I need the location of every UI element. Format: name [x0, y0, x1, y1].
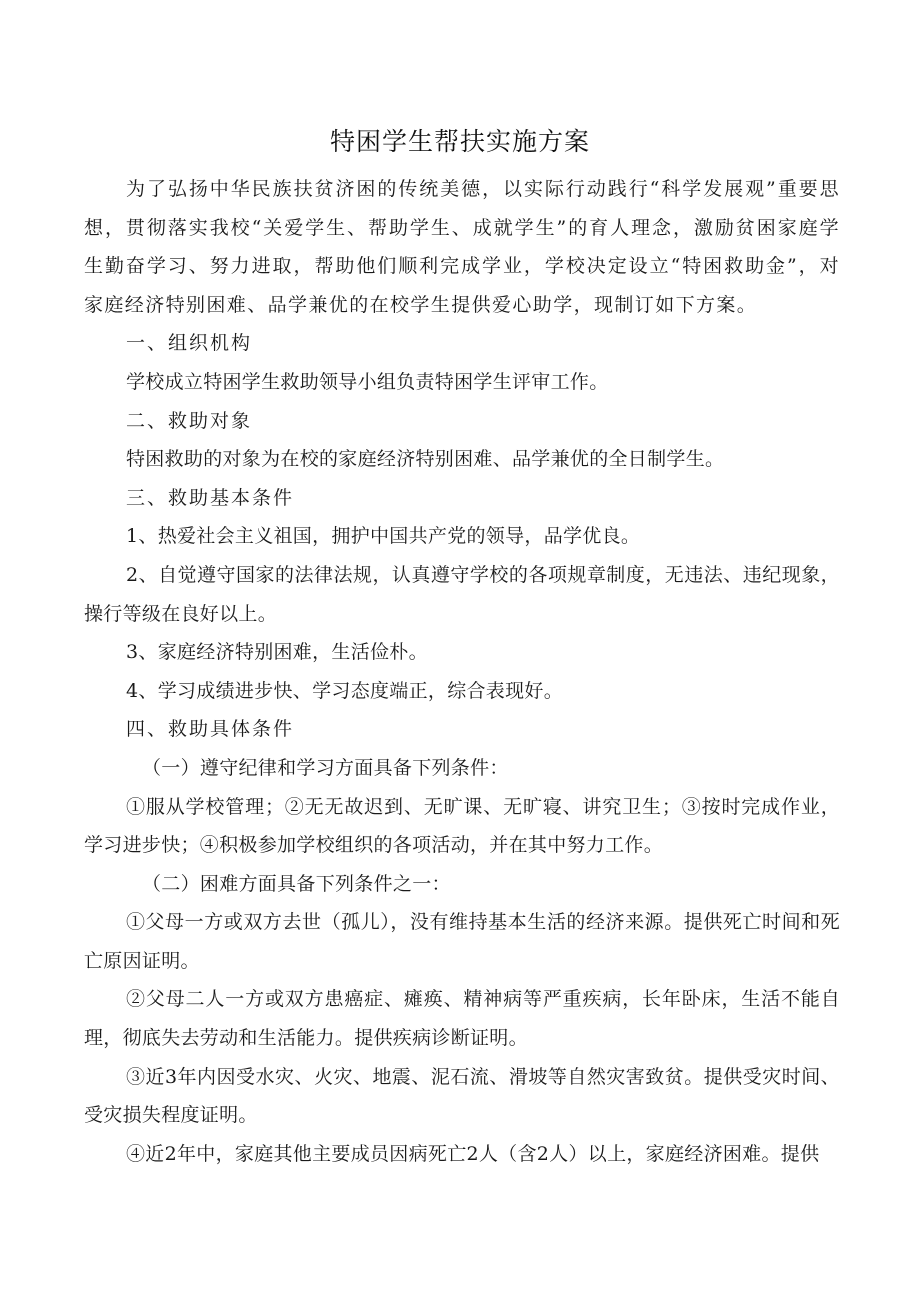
section-heading-target: 二、救助对象: [126, 409, 253, 432]
intro-paragraph: 为了弘扬中华民族扶贫济困的传统美德，以实际行动践行“科学发展观”重要思想，贯彻落实我校“关爱学生、帮助学生、成就学生”的育人理念，激励贫困家庭学生勤奋学习、努力进取，帮助他们顺利完成学业，学校决定设立“特困救助金”，对家庭经济特别困难、品学兼优的在校学生提供爱心助学，现制订如下方案。: [84, 178, 840, 316]
basic-condition-item: 4、学习成绩进步快、学习态度端正，综合表现好。: [126, 679, 563, 702]
hardship-condition-item: ④近2年中，家庭其他主要成员因病死亡2人（含2人）以上，家庭经济困难。提供: [126, 1142, 820, 1165]
document-title: 特困学生帮扶实施方案: [329, 127, 590, 156]
hardship-condition-item: ③近3年内因受水灾、火灾、地震、泥石流、滑坡等自然灾害致贫。提供受灾时间、受灾损失程度证明。: [84, 1065, 840, 1127]
subsection-heading-discipline: （一）遵守纪律和学习方面具备下列条件：: [142, 756, 509, 779]
basic-condition-item: 1、热爱社会主义祖国，拥护中国共产党的领导，品学优良。: [126, 525, 641, 548]
subsection-text-discipline: ①服从学校管理；②无无故迟到、无旷课、无旷寝、讲究卫生；③按时完成作业，学习进步快；④积极参加学校组织的各项活动，并在其中努力工作。: [84, 795, 840, 857]
hardship-condition-item: ②父母二人一方或双方患癌症、瘫痪、精神病等严重疾病，长年卧床，生活不能自理，彻底失去劳动和生活能力。提供疾病诊断证明。: [84, 988, 840, 1050]
document-body: [84, 170, 840, 1173]
section-heading-organization: 一、组织机构: [126, 332, 253, 355]
section-text-target: 特困救助的对象为在校的家庭经济特别困难、品学兼优的全日制学生。: [126, 448, 725, 471]
basic-condition-item: 3、家庭经济特别困难，生活俭朴。: [126, 641, 428, 664]
hardship-condition-item: ①父母一方或双方去世（孤儿），没有维持基本生活的经济来源。提供死亡时间和死亡原因证明。: [84, 911, 840, 972]
section-heading-basic-conditions: 三、救助基本条件: [126, 486, 295, 509]
section-text-organization: 学校成立特困学生救助领导小组负责特困学生评审工作。: [126, 370, 609, 393]
basic-condition-item: 2、自觉遵守国家的法律法规，认真遵守学校的各项规章制度，无违法、违纪现象，操行等级在良好以上。: [84, 563, 840, 625]
subsection-heading-hardship: （二）困难方面具备下列条件之一：: [142, 872, 451, 895]
section-heading-specific-conditions: 四、救助具体条件: [126, 718, 295, 741]
